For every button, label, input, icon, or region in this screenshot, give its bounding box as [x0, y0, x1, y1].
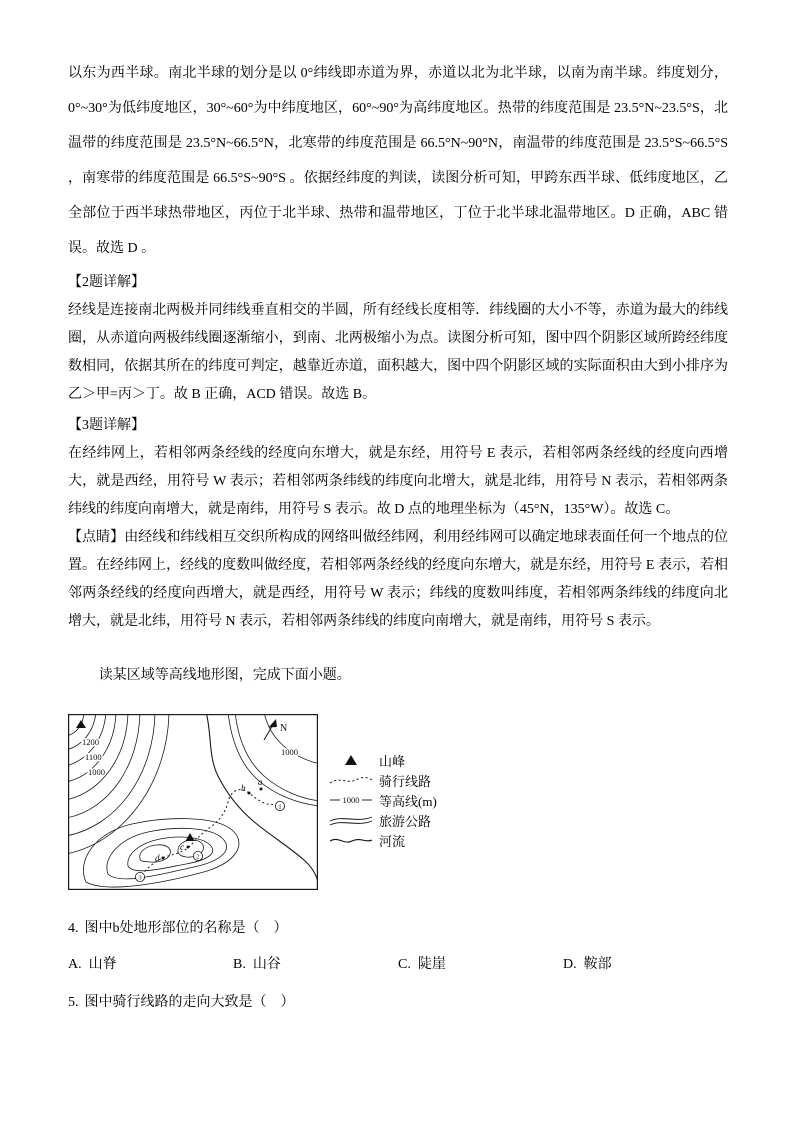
point-b-label: b — [241, 783, 246, 793]
point-a-label: a — [258, 777, 263, 787]
contour-label-1100: 1100 — [85, 752, 102, 762]
legend-label: 河流 — [379, 833, 406, 849]
option-d-label: D. — [563, 957, 577, 972]
question-4-options — [68, 951, 728, 979]
marker-1: 1 — [278, 803, 282, 811]
material-intro: 读某区域等高线地形图，完成下面小题。 — [98, 668, 351, 683]
point-c-label: c — [180, 842, 184, 852]
question-4-text: 图中b处地形部位的名称是（ ） — [84, 921, 288, 936]
section-header-q2: 【2题详解】 — [68, 275, 145, 290]
option-a-label: A. — [68, 957, 82, 972]
question-5-text: 图中骑行线路的走向大致是（ ） — [84, 995, 295, 1010]
figure-block — [68, 714, 728, 895]
option-a[interactable] — [68, 951, 233, 979]
contour-map — [68, 714, 318, 890]
question-4 — [68, 915, 728, 943]
legend-label: 山峰 — [379, 753, 406, 769]
contour-label-1200: 1200 — [82, 737, 99, 747]
option-d[interactable] — [563, 951, 728, 979]
question-4-number: 4. — [68, 921, 79, 936]
point-d-label: d — [155, 853, 160, 863]
option-d-text: 鞍部 — [583, 957, 612, 972]
legend-item-contour — [328, 790, 437, 810]
legend-contour-value: 1000 — [342, 795, 360, 805]
legend-item-road — [328, 810, 437, 830]
marker-3: 3 — [138, 874, 142, 882]
option-a-text: 山脊 — [88, 957, 117, 972]
option-b-label: B. — [233, 957, 246, 972]
question-5 — [68, 989, 728, 1017]
option-b-text: 山谷 — [252, 957, 281, 972]
legend-label: 骑行线路 — [379, 773, 432, 789]
legend-item-peak — [328, 750, 437, 770]
answer-paragraph-1: 以东为西半球。南北半球的划分是以 0°纬线即赤道为界，赤道以北为北半球，以南为南半球。纬度划分，0°~30°为低纬度地区，30°~60°为中纬度地区，60°~90°为高纬度地区。热带的纬度范围是 23.5°N~23.5°S，北温带的纬度范围是 23.5°N~66.5°N，北寒带的纬度范围是 66.5°N~90°N，南温带的纬度范围是 23.5°S~66.5°S ，南寒带的纬度范围是 66.5°S~90°S 。依据经纬度的判读，读图分析可知，甲跨东西半球、低纬度地区，乙全部位于西半球热带地区，丙位于北半球、热带和温带地区，丁位于北半球北温带地区。D 正确，ABC 错误。故选 D 。 — [68, 66, 728, 256]
answer-paragraph-3: 在经纬网上，若相邻两条经线的经度向东增大，就是东经，用符号 E 表示，若相邻两条经线的经度向西增大，就是西经，用符号 W 表示；若相邻两条纬线的纬度向北增大，就是北纬，用符号 N 表示，若相邻两条纬线的纬度向南增大，就是南纬，用符号 S 表示。故 D 点的地理坐标为（45°N，135°W）。故选 C。 — [68, 446, 728, 517]
legend-item-cycling-route — [328, 770, 437, 790]
legend-label: 等高线(m) — [379, 793, 437, 809]
option-c[interactable] — [398, 951, 563, 979]
option-c-label: C. — [398, 957, 411, 972]
cycling-route-symbol-icon — [328, 772, 374, 788]
option-c-text: 陡崖 — [417, 957, 446, 972]
section-header-q3: 【3题详解】 — [68, 418, 145, 433]
road-symbol-icon — [328, 812, 374, 828]
north-label: N — [280, 723, 288, 734]
legend-label: 旅游公路 — [379, 813, 432, 829]
map-legend — [328, 750, 437, 850]
contour-map-figure — [68, 714, 318, 895]
marker-2: 2 — [196, 853, 200, 861]
contour-label-1000: 1000 — [88, 767, 105, 777]
river-symbol-icon — [328, 832, 374, 848]
option-b[interactable] — [233, 951, 398, 979]
peak-symbol-icon — [328, 752, 374, 768]
key-point-label: 【点睛】 — [68, 530, 125, 545]
key-point-paragraph — [68, 524, 728, 636]
contour-symbol-icon — [328, 792, 374, 808]
legend-item-river — [328, 830, 437, 850]
answer-paragraph-2: 经线是连接南北两极并同纬线垂直相交的半圆，所有经线长度相等．纬线圈的大小不等，赤道为最大的纬线圈，从赤道向两极纬线圈逐渐缩小，到南、北两极缩小为点。读图分析可知，图中四个阴影区域所跨经纬度数相同，依据其所在的纬度可判定，越靠近赤道，面积越大，图中四个阴影区域的实际面积由大到小排序为乙＞甲=丙＞丁。故 B 正确，ACD 错误。故选 B。 — [68, 303, 728, 402]
key-point-body: 由经线和纬线相互交织所构成的网络叫做经纬网，利用经纬网可以确定地球表面任何一个地点的位置。在经纬网上，经线的度数叫做经度，若相邻两条经线的经度向东增大，就是东经，用符号 E 表示，若相邻两条经线的经度向西增大，就是西经，用符号 W 表示；纬线的度数叫纬度，若相邻两条纬线的纬度向北增大，就是北纬，用符号 N 表示，若相邻两条纬线的纬度向南增大，就是南纬，用符号 S 表示。 — [68, 530, 729, 629]
right-contour-label: 1000 — [281, 747, 298, 757]
question-5-number: 5. — [68, 995, 79, 1010]
